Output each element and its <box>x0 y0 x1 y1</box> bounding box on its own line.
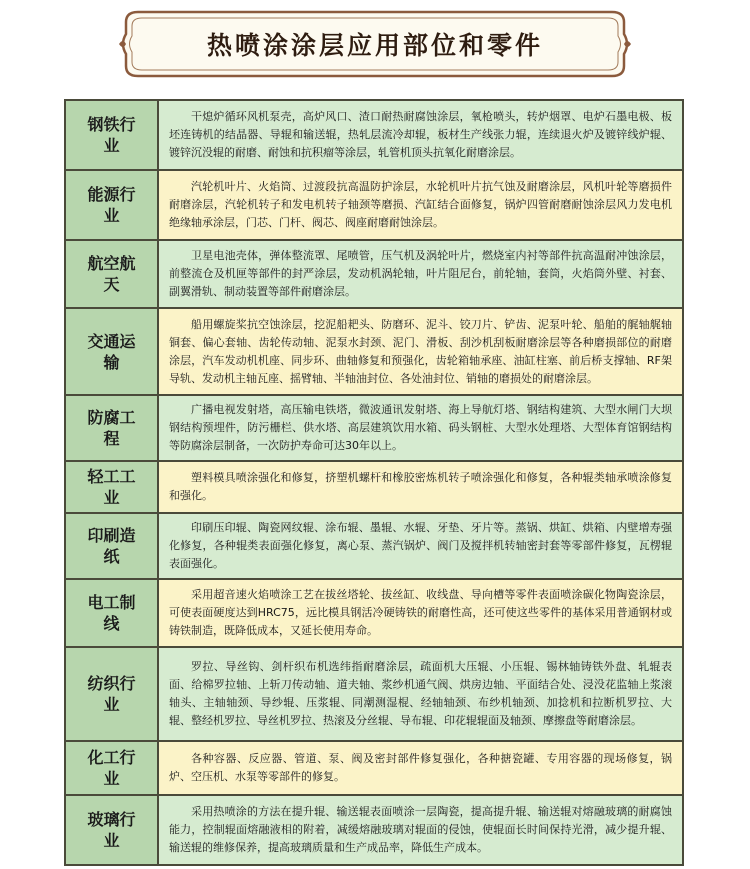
row-description: 罗拉、导丝钩、剑杆织布机选纬指耐磨涂层，疏面机大压辊、小压辊、锡林轴铸铁外盘、轧辊表面、给棉罗拉轴、上斩刀传动轴、道夫轴、浆纱机通气阀、烘房边轴、平面结合处、浸没花监轴上浆滚轴头、主轴轴颈、导纱辊、压浆辊、同潮测湿棍、经轴轴颈、布纱机轴颈、加捻机和拉断机罗拉、大辊、整经机罗拉、导丝机罗拉、热滚及分丝辊、导布辊、印花辊辊面及轴颈、摩擦盘等耐磨涂层。 <box>169 660 672 727</box>
table-row <box>66 742 682 796</box>
row-description: 印刷压印辊、陶瓷网纹辊、涂布辊、墨辊、水辊、牙垫、牙片等。蒸锅、烘缸、烘箱、内壁增寿强化修复，各种辊类表面强化修复，离心泵、蒸汽锅炉、阀门及搅拌机转轴密封套等零部件修复，瓦楞辊表面强化。 <box>169 521 672 570</box>
table-row <box>66 648 682 742</box>
table-row <box>66 241 682 309</box>
row-description-cell <box>159 742 682 794</box>
row-description: 采用热喷涂的方法在提升辊、输送辊表面喷涂一层陶瓷，提高提升辊、输送辊对熔融玻璃的耐腐蚀能力，控制辊面熔融液相的附着，减缓熔融玻璃对辊面的侵蚀，使辊面长时间保持光滑，减少提升辊、输送辊的维修保养，提高玻璃质量和生产成品率，降低生产成本。 <box>169 805 672 854</box>
page-title: 热喷涂涂层应用部位和零件 <box>206 31 543 60</box>
row-description-cell <box>159 171 682 239</box>
row-label: 印刷造纸 <box>66 514 159 578</box>
row-label: 纺织行业 <box>66 648 159 740</box>
row-description: 广播电视发射塔，高压输电铁塔，微波通讯发射塔、海上导航灯塔、钢结构建筑、大型水闸门大坝钢结构预埋件，防污栅栏、供水塔、高层建筑饮用水箱、码头钢桩、大型水处理塔、大型体育馆钢结构等防腐涂层制备，一次防护寿命可达30年以上。 <box>169 403 672 452</box>
row-label: 轻工工业 <box>66 462 159 512</box>
row-description-cell <box>159 462 682 512</box>
row-description-cell <box>159 514 682 578</box>
row-description: 塑料模具喷涂强化和修复，挤塑机螺杆和橡胶密炼机转子喷涂强化和修复，各种辊类轴承喷涂修复和强化。 <box>169 471 672 502</box>
table-row <box>66 580 682 648</box>
row-description: 卫星电池壳体，弹体整流罩、尾喷管，压气机及涡轮叶片，燃烧室内衬等部件抗高温耐冲蚀涂层，前整流仓及机匣等部件的封严涂层，发动机涡轮轴，叶片阻尼台，前轮轴，套筒，火焰筒外壁、衬套、副翼滑轨、制动装置等部件耐磨涂层。 <box>169 249 672 298</box>
row-description-cell <box>159 648 682 740</box>
row-label: 电工制线 <box>66 580 159 646</box>
row-label: 能源行业 <box>66 171 159 239</box>
table-row <box>66 309 682 396</box>
table-row <box>66 796 682 864</box>
row-description: 采用超音速火焰喷涂工艺在拔丝塔轮、拔丝缸、收线盘、导向槽等零件表面喷涂碳化物陶瓷涂层，可使表面硬度达到HRC75，远比模具钢活冷硬铸铁的耐磨性高，还可使这些零件的基体采用普通钢材或铸铁制造，既降低成本，又延长使用寿命。 <box>169 588 672 637</box>
row-description-cell <box>159 796 682 864</box>
title-banner <box>118 8 632 80</box>
application-table <box>64 99 684 866</box>
row-description: 汽轮机叶片、火焰筒、过渡段抗高温防护涂层，水轮机叶片抗气蚀及耐磨涂层，风机叶轮等磨损件耐磨涂层，汽轮机转子和发电机转子轴颈等磨损、汽缸结合面修复，锅炉四管耐磨耐蚀涂层风力发电机绝缘轴承涂层，门芯、门杆、阀芯、阀座耐磨耐蚀涂层。 <box>169 180 672 229</box>
row-label: 钢铁行业 <box>66 101 159 169</box>
row-label: 交通运输 <box>66 309 159 394</box>
row-description-cell <box>159 309 682 394</box>
row-label: 防腐工程 <box>66 396 159 460</box>
table-row <box>66 396 682 462</box>
row-description: 各种容器、反应器、管道、泵、阀及密封部件修复强化，各种搪瓷罐、专用容器的现场修复，锅炉、空压机、水泵等零部件的修复。 <box>169 752 672 783</box>
row-description-cell <box>159 396 682 460</box>
row-description-cell <box>159 580 682 646</box>
row-label: 航空航天 <box>66 241 159 307</box>
row-description: 船用螺旋桨抗空蚀涂层，挖泥船耙头、防磨环、泥斗、铰刀片、铲齿、泥泵叶轮、船舶的艉轴艉轴铜套、偏心套轴、齿轮传动轴、泥泵水封颈、泥门、滑板、刮沙机刮板耐磨涂层等各种磨损部位的耐磨涂层，汽车发动机机座、同步环、曲轴修复和预强化，齿轮箱轴承座、油缸柱塞、前后桥支撑轴、RF架导轨、发动机主轴瓦座、摇臂轴、半轴油封位、各处油封位、销轴的磨损处的耐磨涂层。 <box>169 317 672 385</box>
row-description-cell <box>159 101 682 169</box>
row-label: 玻璃行业 <box>66 796 159 864</box>
table-row <box>66 462 682 514</box>
table-row <box>66 514 682 580</box>
table-row <box>66 101 682 171</box>
table-row <box>66 171 682 241</box>
row-description: 干熄炉循环风机泵壳，高炉风口、渣口耐热耐腐蚀涂层，氧枪喷头，转炉烟罩、电炉石墨电极、板坯连铸机的结晶器、导辊和输送辊，热轧层流冷却辊，板材生产线张力辊，连续退火炉及镀锌线炉辊、镀锌沉没辊的耐磨、耐蚀和抗积瘤等涂层，轧管机顶头抗氧化耐磨涂层。 <box>169 110 672 159</box>
row-description-cell <box>159 241 682 307</box>
row-label: 化工行业 <box>66 742 159 794</box>
